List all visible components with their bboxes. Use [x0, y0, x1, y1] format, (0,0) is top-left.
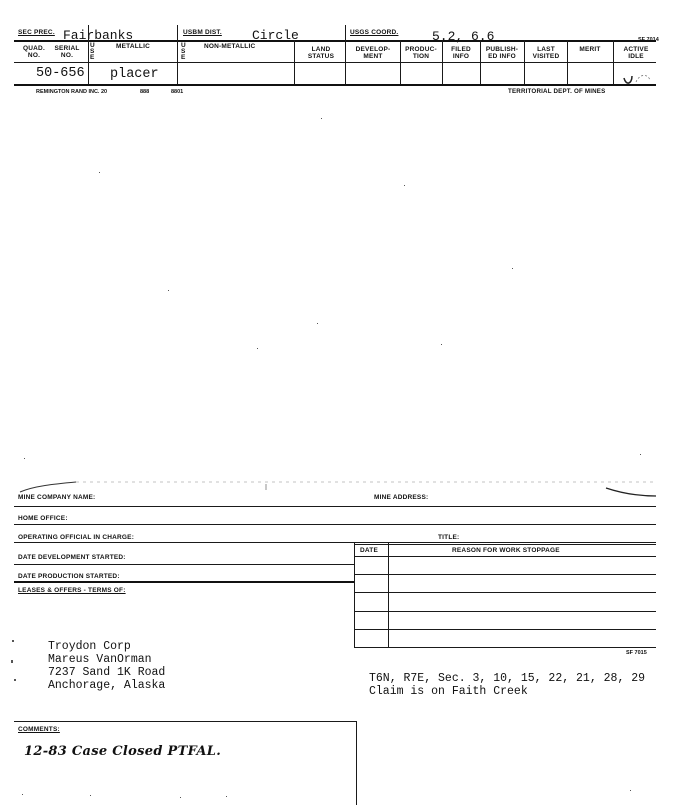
mine-address-label: MINE ADDRESS: [374, 494, 429, 501]
column-divider [524, 40, 525, 84]
col-production: PRODUC-TION [405, 46, 437, 60]
col-active-idle: ACTIVE IDLE [623, 46, 649, 60]
col-use-2: U S E [181, 42, 186, 61]
scan-speck [257, 348, 258, 349]
owner-line: Mareus VanOrman [48, 653, 152, 666]
col-development: DEVELOP-MENT [355, 46, 391, 60]
department-footer: TERRITORIAL DEPT. OF MINES [508, 88, 606, 95]
form-number-top: SF 7014 [638, 37, 659, 43]
scan-speck [640, 454, 641, 455]
comments-handwritten: 12-83 Case Closed PTFAL. [24, 744, 222, 759]
column-divider [613, 40, 614, 84]
sec-prec-label: SEC PREC. [18, 29, 55, 36]
scan-speck [404, 185, 405, 186]
top-card-rule [14, 40, 656, 42]
stoppage-table-rule [354, 556, 656, 557]
scan-speck [24, 458, 25, 459]
margin-mark [11, 660, 13, 663]
date-production-started-label: DATE PRODUCTION STARTED: [18, 573, 120, 580]
stoppage-table-rule [354, 544, 656, 545]
home-office-label: HOME OFFICE: [18, 515, 68, 522]
col-filed-info: FILED INFO [451, 46, 471, 60]
stoppage-table-divider [388, 542, 389, 647]
owner-line: Anchorage, Alaska [48, 679, 166, 692]
scan-speck [180, 797, 181, 798]
bottom-card-rule [14, 721, 356, 722]
col-last-visited: LAST VISITED [532, 46, 560, 60]
metallic-value: placer [110, 67, 159, 82]
scan-speck [317, 323, 318, 324]
col-published-info: PUBLISH-ED INFO [485, 46, 519, 60]
scan-speck [441, 344, 442, 345]
owner-line: 7237 Sand 1K Road [48, 666, 166, 679]
scan-speck [90, 795, 91, 796]
margin-mark [12, 640, 14, 642]
bottom-card-rule [14, 524, 656, 525]
active-idle-circle [620, 70, 652, 86]
scan-speck [22, 794, 23, 795]
mine-company-name-label: MINE COMPANY NAME: [18, 494, 96, 501]
printer-footer-code-1: 888 [140, 89, 150, 95]
col-land-status: LAND STATUS [307, 46, 335, 60]
location-line: T6N, R7E, Sec. 3, 10, 15, 22, 21, 28, 29 [369, 672, 646, 685]
margin-mark [14, 679, 16, 681]
top-card-rule [14, 62, 656, 63]
column-divider [88, 25, 89, 84]
column-divider [567, 40, 568, 84]
sec-prec-value: Fairbanks [63, 28, 134, 43]
bottom-card-rule [14, 506, 656, 507]
operating-official-label: OPERATING OFFICIAL IN CHARGE: [18, 534, 135, 541]
reason-column-header: REASON FOR WORK STOPPAGE [452, 547, 560, 554]
form-number-bottom: SF 7015 [626, 650, 647, 656]
scan-speck [321, 118, 322, 119]
location-description-block [369, 672, 645, 698]
bottom-card-rule [14, 542, 656, 543]
card-edge-marks [14, 474, 659, 504]
date-development-started-label: DATE DEVELOPMENT STARTED: [18, 554, 126, 561]
location-line: Claim is on Faith Creek [369, 685, 528, 698]
comments-label: COMMENTS: [18, 726, 60, 733]
serial-value: 50-656 [36, 66, 85, 81]
column-divider [345, 25, 346, 84]
title-label: TITLE: [438, 534, 460, 541]
column-divider [294, 40, 295, 84]
scan-speck [99, 172, 100, 173]
bottom-card-rule [14, 581, 354, 583]
col-merit: MERIT [579, 46, 601, 53]
stoppage-table-rule [354, 574, 656, 575]
comments-divider [356, 721, 357, 805]
col-use: U S E [90, 42, 95, 61]
col-serial-no: SERIAL NO. [54, 45, 80, 59]
stoppage-table-rule [354, 611, 656, 612]
stoppage-table-rule [354, 629, 656, 630]
printer-footer-code-2: 8801 [171, 89, 184, 95]
usbm-dist-label: USBM DIST. [183, 29, 222, 36]
owner-address-block [48, 640, 165, 692]
usgs-coord-value: 5.2, 6.6 [432, 29, 495, 44]
column-divider [177, 25, 178, 84]
usbm-dist-value: Circle [252, 28, 299, 43]
bottom-card-rule [14, 564, 354, 565]
leases-offers-label: LEASES & OFFERS - TERMS OF: [18, 587, 126, 594]
stoppage-table-rule [354, 592, 656, 593]
scan-speck [630, 790, 631, 791]
column-divider [400, 40, 401, 84]
col-quad-no: QUAD. NO. [23, 45, 45, 59]
usgs-coord-label: USGS COORD. [350, 29, 399, 36]
scan-speck [226, 796, 227, 797]
column-divider [480, 40, 481, 84]
printer-footer: REMINGTON RAND INC. 20 [36, 89, 108, 95]
owner-line: Troydon Corp [48, 640, 131, 653]
scan-speck [168, 290, 169, 291]
column-divider [442, 40, 443, 84]
scan-speck [512, 268, 513, 269]
top-card-rule [14, 84, 656, 86]
col-metallic: METALLIC [116, 43, 150, 50]
date-column-header: DATE [360, 547, 379, 554]
stoppage-table-divider [354, 542, 355, 647]
col-non-metallic: NON-METALLIC [204, 43, 256, 50]
stoppage-table-rule [354, 647, 656, 648]
